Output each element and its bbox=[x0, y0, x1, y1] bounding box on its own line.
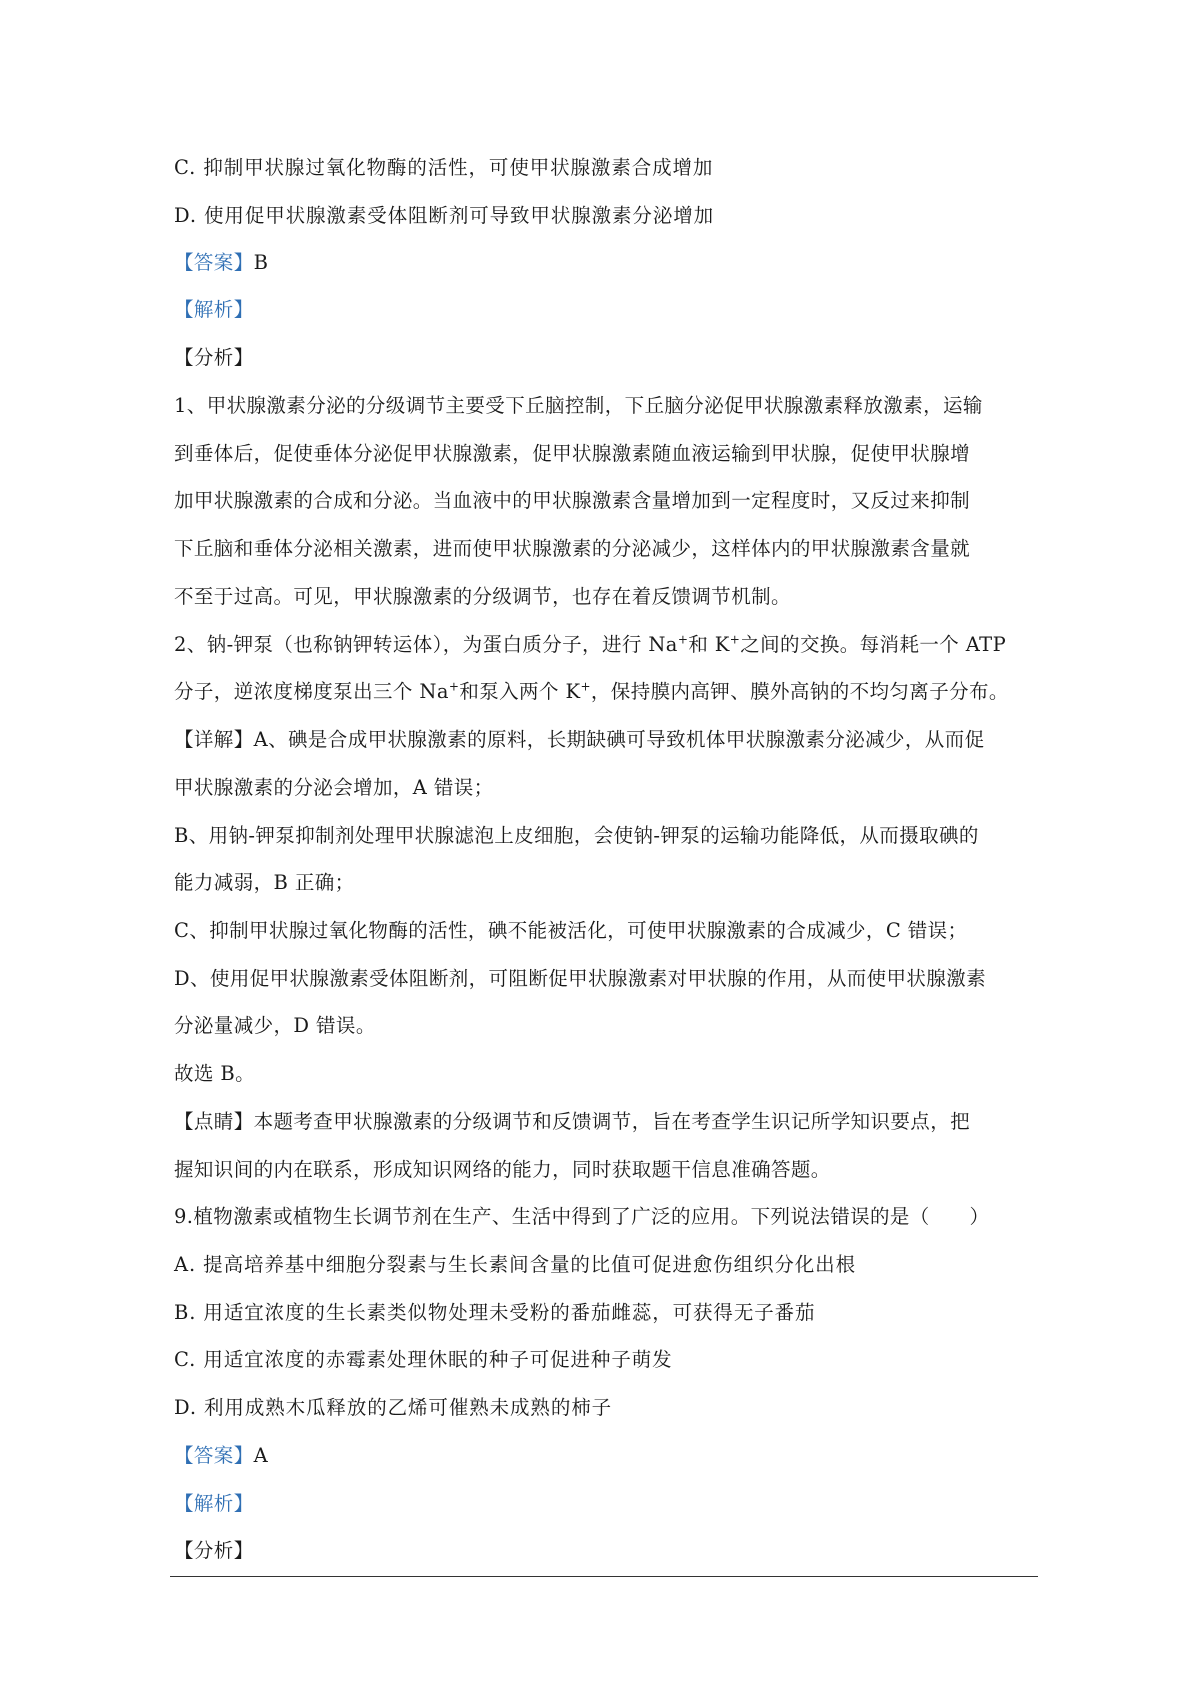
q8-option-d: D. 使用促甲状腺激素受体阻断剂可导致甲状腺激素分泌增加 bbox=[174, 204, 715, 227]
detail-text: A、碘是合成甲状腺激素的原料，长期缺碘可导致机体甲状腺激素分泌减少，从而促 bbox=[253, 728, 985, 751]
dianjing-text: 本题考查甲状腺激素的分级调节和反馈调节，旨在考查学生识记所学知识要点，把 bbox=[253, 1110, 971, 1133]
q9-option-c: C. 用适宜浓度的赤霉素处理休眠的种子可促进种子萌发 bbox=[174, 1348, 673, 1371]
analysis-line: 下丘脑和垂体分泌相关激素，进而使甲状腺激素的分泌减少，这样体内的甲状腺激素含量就 bbox=[174, 537, 971, 560]
detail-line bbox=[174, 728, 1036, 752]
dianjing-line: 握知识间的内在联系，形成知识网络的能力，同时获取题干信息准确答题。 bbox=[174, 1158, 831, 1181]
superscript: + bbox=[580, 679, 591, 694]
q8-jiexi-label: 【解析】 bbox=[174, 298, 254, 321]
q9-option-b: B. 用适宜浓度的生长素类似物处理未受粉的番茄雌蕊，可获得无子番茄 bbox=[174, 1301, 816, 1324]
text-segment: 之间的交换。每消耗一个 ATP bbox=[740, 633, 1007, 656]
q9-answer bbox=[174, 1444, 1036, 1468]
answer-label: 【答案】 bbox=[174, 1444, 254, 1467]
q9-option-a: A. 提高培养基中细胞分裂素与生长素间含量的比值可促进愈伤组织分化出根 bbox=[174, 1253, 856, 1276]
detail-label: 【详解】 bbox=[174, 728, 254, 751]
q9-fenxi-label: 【分析】 bbox=[174, 1539, 254, 1562]
q8-fenxi-label: 【分析】 bbox=[174, 346, 254, 369]
text-segment: 2、钠-钾泵（也称钠钾转运体），为蛋白质分子，进行 Na bbox=[174, 633, 678, 656]
analysis-line: 加甲状腺激素的合成和分泌。当血液中的甲状腺激素含量增加到一定程度时，又反过来抑制 bbox=[174, 489, 971, 512]
q9-stem: 9.植物激素或植物生长调节剂在生产、生活中得到了广泛的应用。下列说法错误的是（ ） bbox=[174, 1205, 990, 1228]
detail-conclusion: 故选 B。 bbox=[174, 1062, 256, 1085]
analysis-line: 到垂体后，促使垂体分泌促甲状腺激素，促甲状腺激素随血液运输到甲状腺，促使甲状腺增 bbox=[174, 442, 971, 465]
detail-line: B、用钠-钾泵抑制剂处理甲状腺滤泡上皮细胞，会使钠-钾泵的运输功能降低，从而摄取碘的 bbox=[174, 824, 979, 847]
superscript: + bbox=[448, 679, 460, 694]
detail-line: 分泌量减少，D 错误。 bbox=[174, 1014, 376, 1037]
detail-line: C、抑制甲状腺过氧化物酶的活性，碘不能被活化，可使甲状腺激素的合成减少，C 错误； bbox=[174, 919, 968, 942]
answer-label: 【答案】 bbox=[174, 251, 254, 274]
answer-value: A bbox=[253, 1444, 269, 1467]
q8-option-c: C. 抑制甲状腺过氧化物酶的活性，可使甲状腺激素合成增加 bbox=[174, 156, 714, 179]
answer-value: B bbox=[253, 251, 269, 274]
detail-line: D、使用促甲状腺激素受体阻断剂，可阻断促甲状腺激素对甲状腺的作用，从而使甲状腺激素 bbox=[174, 967, 987, 990]
footer-divider bbox=[170, 1576, 1038, 1577]
text-segment: ，保持膜内高钾、膜外高钠的不均匀离子分布。 bbox=[590, 680, 1009, 703]
dianjing-label: 【点睛】 bbox=[174, 1110, 254, 1133]
superscript: + bbox=[677, 632, 689, 647]
detail-line: 甲状腺激素的分泌会增加，A 错误； bbox=[174, 776, 494, 799]
q8-answer bbox=[174, 251, 1036, 275]
detail-line: 能力减弱，B 正确； bbox=[174, 871, 355, 894]
analysis-line: 不至于过高。可见，甲状腺激素的分级调节，也存在着反馈调节机制。 bbox=[174, 585, 791, 608]
superscript: + bbox=[729, 632, 741, 647]
text-segment: 和泵入两个 K bbox=[459, 680, 581, 703]
q9-option-d: D. 利用成熟木瓜释放的乙烯可催熟未成熟的柿子 bbox=[174, 1396, 613, 1419]
analysis-sodium-pump-line-1 bbox=[174, 633, 1036, 657]
analysis-line: 1、甲状腺激素分泌的分级调节主要受下丘脑控制，下丘脑分泌促甲状腺激素释放激素，运输 bbox=[174, 394, 983, 417]
q9-jiexi-label: 【解析】 bbox=[174, 1492, 254, 1515]
analysis-sodium-pump-line-2 bbox=[174, 680, 1036, 704]
dianjing-line bbox=[174, 1110, 1036, 1134]
text-segment: 分子，逆浓度梯度泵出三个 Na bbox=[174, 680, 449, 703]
text-segment: 和 K bbox=[688, 633, 730, 656]
